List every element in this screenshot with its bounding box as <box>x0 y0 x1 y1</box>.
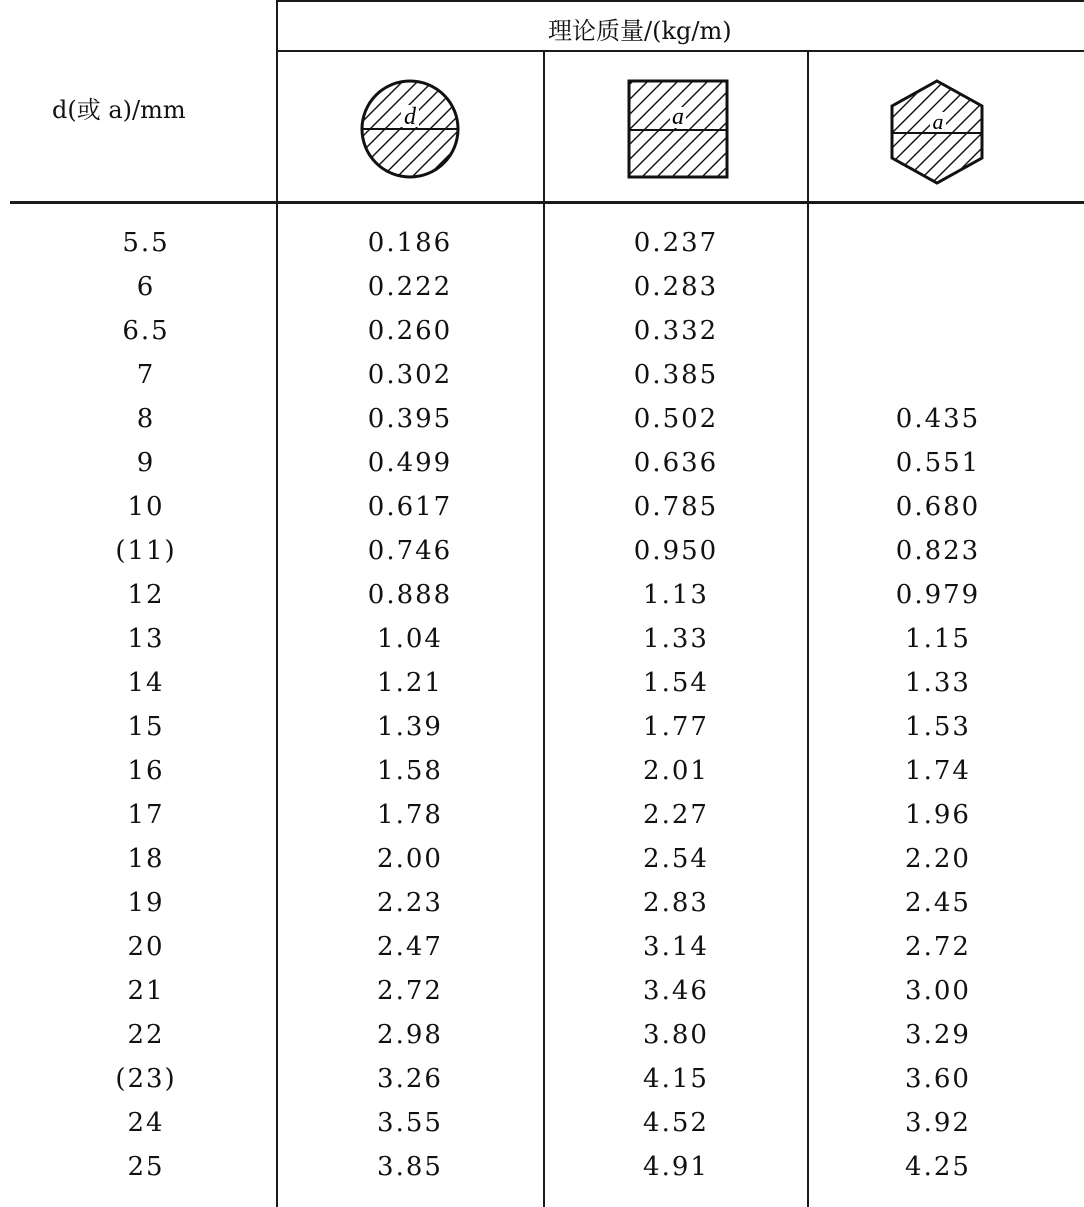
hex-mass-cell: 1.33 <box>905 668 971 698</box>
round-bar-letter: d <box>404 104 416 130</box>
hex-mass-cell: 3.60 <box>905 1064 971 1094</box>
round-mass-cell: 1.04 <box>377 624 443 654</box>
square-mass-cell: 0.237 <box>633 228 719 258</box>
round-mass-cell: 1.39 <box>377 712 443 742</box>
square-bar-icon <box>626 78 730 180</box>
size-cell: 7 <box>136 360 156 390</box>
round-mass-cell: 1.78 <box>377 800 443 830</box>
size-cell: 16 <box>127 756 165 786</box>
size-cell: (23) <box>115 1064 177 1094</box>
square-mass-cell: 2.83 <box>643 888 709 918</box>
round-mass-cell: 3.26 <box>377 1064 443 1094</box>
hex-mass-cell: 2.20 <box>905 844 971 874</box>
hex-mass-cell: 0.680 <box>895 492 981 522</box>
hex-mass-cell: 0.551 <box>895 448 981 478</box>
square-mass-cell: 0.502 <box>633 404 719 434</box>
round-mass-cell: 0.260 <box>367 316 453 346</box>
square-mass-cell: 0.385 <box>633 360 719 390</box>
round-mass-cell: 0.186 <box>367 228 453 258</box>
square-mass-cell: 4.15 <box>643 1064 709 1094</box>
column-divider-2 <box>543 51 545 1207</box>
mass-header-rule <box>276 50 1084 52</box>
square-bar-letter: a <box>672 104 684 130</box>
round-mass-cell: 0.746 <box>367 536 453 566</box>
size-cell: 25 <box>127 1152 165 1182</box>
size-cell: 22 <box>127 1020 165 1050</box>
square-mass-cell: 3.46 <box>643 976 709 1006</box>
round-mass-cell: 0.888 <box>367 580 453 610</box>
mass-group-header: 理论质量/(kg/m) <box>548 17 732 45</box>
round-mass-cell: 2.00 <box>377 844 443 874</box>
hex-mass-cell: 2.72 <box>905 932 971 962</box>
hexagon-bar-icon <box>887 78 987 186</box>
size-cell: 18 <box>127 844 165 874</box>
size-cell: 10 <box>127 492 165 522</box>
hex-mass-cell: 1.96 <box>905 800 971 830</box>
size-cell: 6 <box>136 272 156 302</box>
round-bar-icon <box>357 77 463 181</box>
hex-mass-cell: 1.15 <box>905 624 971 654</box>
header-bottom-rule <box>10 201 1084 204</box>
size-cell: 19 <box>127 888 165 918</box>
round-mass-cell: 1.21 <box>377 668 443 698</box>
hex-mass-cell: 3.92 <box>905 1108 971 1138</box>
square-mass-cell: 0.785 <box>633 492 719 522</box>
round-mass-cell: 0.395 <box>367 404 453 434</box>
square-mass-cell: 2.54 <box>643 844 709 874</box>
round-mass-cell: 1.58 <box>377 756 443 786</box>
round-mass-cell: 0.222 <box>367 272 453 302</box>
square-mass-cell: 0.283 <box>633 272 719 302</box>
round-mass-cell: 2.23 <box>377 888 443 918</box>
hex-mass-cell: 3.29 <box>905 1020 971 1050</box>
square-mass-cell: 3.80 <box>643 1020 709 1050</box>
round-mass-cell: 2.98 <box>377 1020 443 1050</box>
round-mass-cell: 0.499 <box>367 448 453 478</box>
size-cell: 5.5 <box>122 228 170 258</box>
size-cell: 12 <box>127 580 165 610</box>
round-mass-cell: 0.617 <box>367 492 453 522</box>
square-mass-cell: 3.14 <box>643 932 709 962</box>
round-mass-cell: 2.47 <box>377 932 443 962</box>
hex-mass-cell: 4.25 <box>905 1152 971 1182</box>
square-mass-cell: 4.91 <box>643 1152 709 1182</box>
size-column-header: d(或 a)/mm <box>52 96 186 124</box>
round-mass-cell: 2.72 <box>377 976 443 1006</box>
size-cell: 8 <box>136 404 156 434</box>
size-cell: 24 <box>127 1108 165 1138</box>
round-mass-cell: 0.302 <box>367 360 453 390</box>
size-cell: 14 <box>127 668 165 698</box>
hex-mass-cell: 0.823 <box>895 536 981 566</box>
hex-mass-cell: 0.979 <box>895 580 981 610</box>
hex-mass-cell: 0.435 <box>895 404 981 434</box>
column-divider-1 <box>276 0 278 1207</box>
hex-mass-cell: 3.00 <box>905 976 971 1006</box>
square-mass-cell: 1.54 <box>643 668 709 698</box>
size-cell: 6.5 <box>122 316 170 346</box>
round-mass-cell: 3.85 <box>377 1152 443 1182</box>
top-rule <box>276 0 1084 2</box>
square-mass-cell: 0.636 <box>633 448 719 478</box>
hex-mass-cell: 2.45 <box>905 888 971 918</box>
square-mass-cell: 2.01 <box>643 756 709 786</box>
size-cell: (11) <box>115 536 177 566</box>
square-mass-cell: 1.77 <box>643 712 709 742</box>
hexagon-bar-letter: a <box>932 109 944 134</box>
square-mass-cell: 1.33 <box>643 624 709 654</box>
square-mass-cell: 4.52 <box>643 1108 709 1138</box>
size-cell: 13 <box>127 624 165 654</box>
hex-mass-cell: 1.53 <box>905 712 971 742</box>
size-cell: 17 <box>127 800 165 830</box>
square-mass-cell: 1.13 <box>643 580 709 610</box>
hex-mass-cell: 1.74 <box>905 756 971 786</box>
size-cell: 15 <box>127 712 165 742</box>
square-mass-cell: 2.27 <box>643 800 709 830</box>
size-cell: 21 <box>127 976 165 1006</box>
size-cell: 9 <box>136 448 156 478</box>
round-mass-cell: 3.55 <box>377 1108 443 1138</box>
size-cell: 20 <box>127 932 165 962</box>
column-divider-3 <box>807 51 809 1207</box>
square-mass-cell: 0.950 <box>633 536 719 566</box>
square-mass-cell: 0.332 <box>633 316 719 346</box>
